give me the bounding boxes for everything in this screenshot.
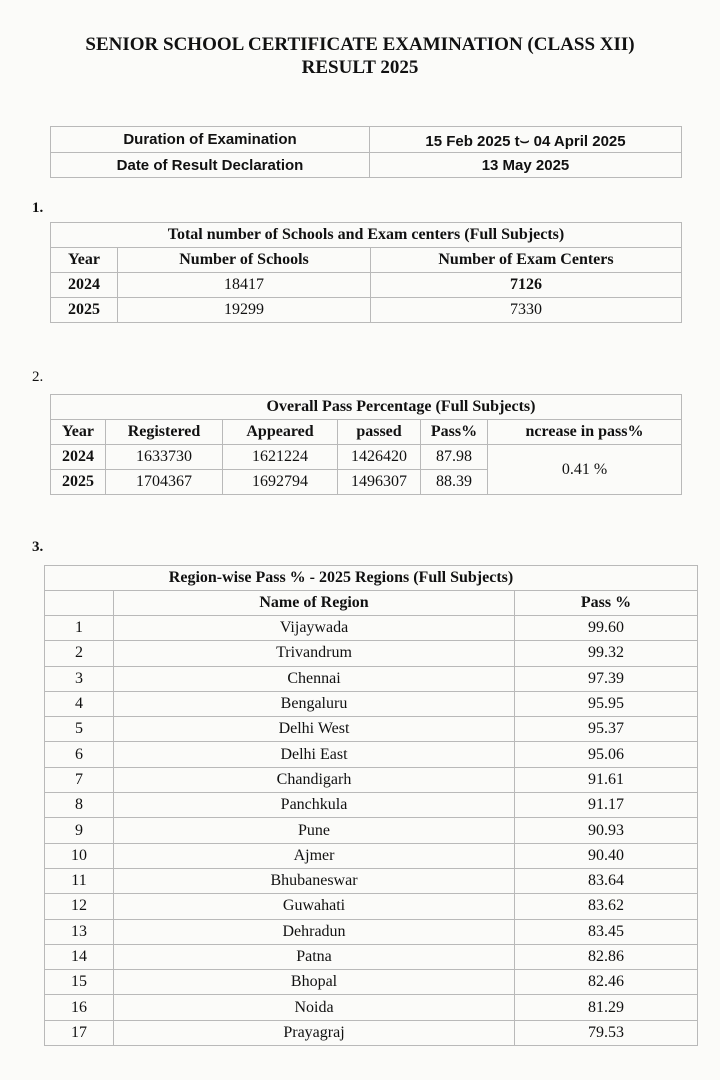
pass-percentage-table	[50, 394, 682, 495]
centers-cell: 7330	[371, 298, 682, 323]
region-index-cell: 4	[45, 691, 114, 716]
pass-percent-cell: 88.39	[421, 470, 488, 495]
caption-row	[45, 566, 698, 591]
region-index-cell: 17	[45, 1020, 114, 1045]
header-pass-percent: Pass%	[421, 420, 488, 445]
section-2-number: 2.	[32, 369, 44, 385]
region-pass-cell: 91.17	[515, 793, 698, 818]
table-row	[45, 868, 698, 893]
region-name-cell: Bengaluru	[114, 691, 515, 716]
year-cell: 2025	[51, 470, 106, 495]
table-row	[45, 641, 698, 666]
table-row	[45, 717, 698, 742]
region-pass-cell: 81.29	[515, 995, 698, 1020]
table-row	[51, 445, 682, 470]
increase-cell: 0.41 %	[488, 445, 682, 495]
region-pass-cell: 97.39	[515, 666, 698, 691]
region-pass-cell: 90.93	[515, 818, 698, 843]
region-index-cell: 2	[45, 641, 114, 666]
region-name-cell: Panchkula	[114, 793, 515, 818]
table-row	[45, 919, 698, 944]
header-year: Year	[51, 420, 106, 445]
region-name-cell: Bhopal	[114, 970, 515, 995]
region-name-cell: Patna	[114, 944, 515, 969]
schools-centers-table	[50, 222, 682, 323]
table-row	[45, 970, 698, 995]
caption-row	[51, 395, 682, 420]
table-row	[45, 818, 698, 843]
region-name-cell: Chennai	[114, 666, 515, 691]
duration-value: 15 Feb 2025 t⌣ 04 April 2025	[370, 127, 682, 153]
appeared-cell: 1621224	[223, 445, 338, 470]
year-cell: 2024	[51, 273, 118, 298]
region-name-cell: Bhubaneswar	[114, 868, 515, 893]
declaration-label: Date of Result Declaration	[51, 153, 370, 178]
header-schools: Number of Schools	[118, 248, 371, 273]
document-title: SENIOR SCHOOL CERTIFICATE EXAMINATION (CLASS XII)	[85, 34, 635, 55]
year-cell: 2025	[51, 298, 118, 323]
region-name-cell: Prayagraj	[114, 1020, 515, 1045]
region-index-cell: 10	[45, 843, 114, 868]
header-passed: passed	[338, 420, 421, 445]
section-2-caption: Overall Pass Percentage (Full Subjects)	[51, 395, 682, 420]
region-name-cell: Noida	[114, 995, 515, 1020]
centers-cell: 7126	[371, 273, 682, 298]
region-index-cell: 12	[45, 894, 114, 919]
region-index-cell: 15	[45, 970, 114, 995]
header-row	[51, 248, 682, 273]
region-name-cell: Dehradun	[114, 919, 515, 944]
table-row	[51, 298, 682, 323]
duration-row	[51, 127, 682, 153]
region-name-cell: Trivandrum	[114, 641, 515, 666]
registered-cell: 1704367	[106, 470, 223, 495]
region-index-cell: 16	[45, 995, 114, 1020]
region-pass-cell: 82.46	[515, 970, 698, 995]
table-row	[45, 843, 698, 868]
header-registered: Registered	[106, 420, 223, 445]
table-row	[45, 767, 698, 792]
region-name-cell: Chandigarh	[114, 767, 515, 792]
header-centers: Number of Exam Centers	[371, 248, 682, 273]
section-1-number: 1.	[32, 200, 44, 216]
region-pass-cell: 83.64	[515, 868, 698, 893]
region-pass-cell: 82.86	[515, 944, 698, 969]
region-pass-cell: 99.60	[515, 616, 698, 641]
table-row	[51, 273, 682, 298]
region-name-cell: Ajmer	[114, 843, 515, 868]
region-pass-cell: 95.06	[515, 742, 698, 767]
header-row	[51, 420, 682, 445]
passed-cell: 1426420	[338, 445, 421, 470]
region-index-cell: 11	[45, 868, 114, 893]
exam-info-table	[50, 126, 682, 178]
table-row	[45, 995, 698, 1020]
region-name-cell: Delhi West	[114, 717, 515, 742]
region-index-cell: 14	[45, 944, 114, 969]
region-index-cell: 7	[45, 767, 114, 792]
region-pass-table	[44, 565, 698, 1046]
region-name-cell: Vijaywada	[114, 616, 515, 641]
region-index-cell: 9	[45, 818, 114, 843]
table-row	[45, 1020, 698, 1045]
duration-label: Duration of Examination	[51, 127, 370, 153]
header-region: Name of Region	[114, 591, 515, 616]
schools-cell: 19299	[118, 298, 371, 323]
region-index-cell: 1	[45, 616, 114, 641]
document-subtitle: RESULT 2025	[301, 57, 419, 78]
section-3-caption: Region-wise Pass % - 2025 Regions (Full Subjects)	[45, 566, 698, 591]
table-row	[45, 894, 698, 919]
table-row	[45, 691, 698, 716]
header-region-pass: Pass %	[515, 591, 698, 616]
region-pass-cell: 83.45	[515, 919, 698, 944]
section-1-caption: Total number of Schools and Exam centers (Full Subjects)	[51, 223, 682, 248]
registered-cell: 1633730	[106, 445, 223, 470]
region-pass-cell: 95.37	[515, 717, 698, 742]
pass-percent-cell: 87.98	[421, 445, 488, 470]
table-row	[45, 793, 698, 818]
schools-cell: 18417	[118, 273, 371, 298]
table-row	[45, 666, 698, 691]
region-index-cell: 8	[45, 793, 114, 818]
header-row	[45, 591, 698, 616]
declaration-value: 13 May 2025	[370, 153, 682, 178]
header-appeared: Appeared	[223, 420, 338, 445]
region-pass-cell: 95.95	[515, 691, 698, 716]
region-index-cell: 3	[45, 666, 114, 691]
header-index	[45, 591, 114, 616]
year-cell: 2024	[51, 445, 106, 470]
header-increase: ncrease in pass%	[488, 420, 682, 445]
region-name-cell: Delhi East	[114, 742, 515, 767]
region-name-cell: Pune	[114, 818, 515, 843]
header-year: Year	[51, 248, 118, 273]
table-row	[45, 944, 698, 969]
region-index-cell: 6	[45, 742, 114, 767]
declaration-row	[51, 153, 682, 178]
region-pass-cell: 83.62	[515, 894, 698, 919]
appeared-cell: 1692794	[223, 470, 338, 495]
region-pass-cell: 79.53	[515, 1020, 698, 1045]
table-row	[45, 742, 698, 767]
region-pass-cell: 99.32	[515, 641, 698, 666]
passed-cell: 1496307	[338, 470, 421, 495]
caption-row	[51, 223, 682, 248]
table-row	[45, 616, 698, 641]
region-index-cell: 5	[45, 717, 114, 742]
region-index-cell: 13	[45, 919, 114, 944]
region-pass-cell: 91.61	[515, 767, 698, 792]
region-pass-cell: 90.40	[515, 843, 698, 868]
section-3-number: 3.	[32, 539, 44, 555]
region-name-cell: Guwahati	[114, 894, 515, 919]
